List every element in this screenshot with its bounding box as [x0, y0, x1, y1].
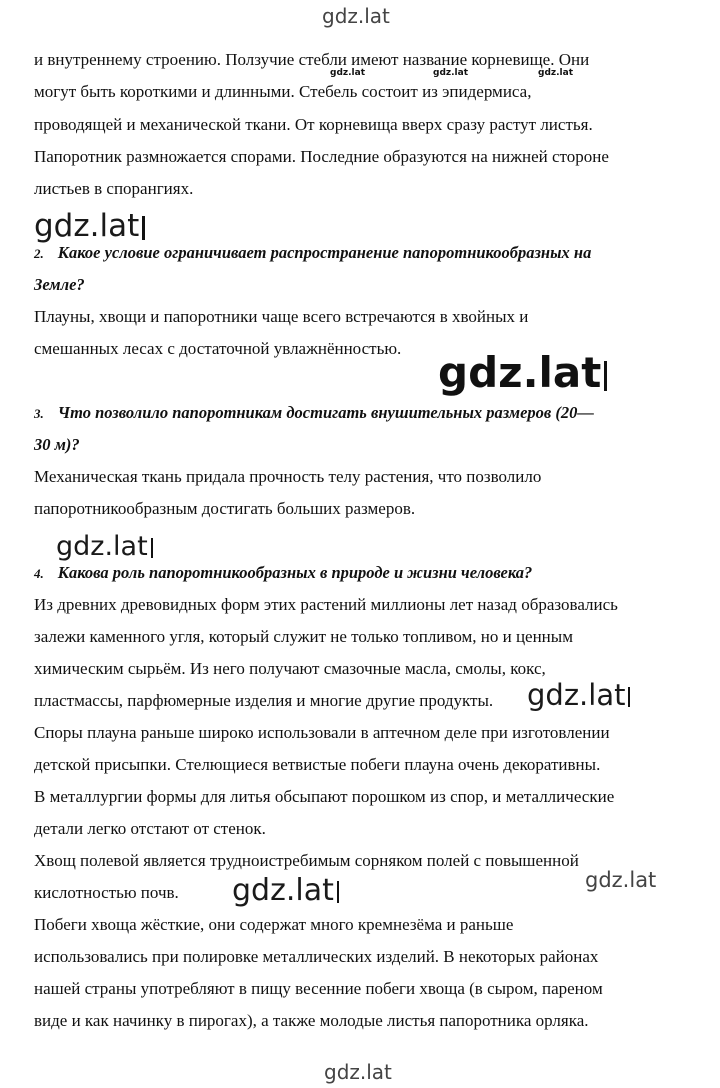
answer-text-line: использовались при полировке металлических изделий. В некоторых районах — [34, 947, 599, 966]
answer-text-line: Хвощ полевой является трудноистребимым сорняком полей с повышенной — [34, 851, 579, 870]
watermark-top: gdz.lat — [322, 4, 390, 28]
answer-text-line: В металлургии формы для литья обсыпают порошком из спор, и металлические — [34, 787, 615, 806]
answer-text-line: детали легко отстают от стенок. — [34, 819, 266, 838]
answer-text-line: кислотностью почв. — [34, 883, 179, 902]
answer-text-line: папоротникообразным достигать больших размеров. — [34, 499, 416, 518]
question-text: Земле? — [34, 275, 85, 294]
question-3 — [34, 403, 594, 424]
answer-text-line: Споры плауна раньше широко использовали в аптечном деле при изготовлении — [34, 723, 610, 742]
question-text: Что позволило папоротникам достигать внушительных размеров (20— — [57, 403, 594, 422]
answer-text-line: химическим сырьём. Из него получают смазочные масла, смолы, кокс, — [34, 659, 546, 678]
question-text: Какое условие ограничивает распространение папоротникообразных на — [57, 243, 592, 262]
answer-text-line: пластмассы, парфюмерные изделия и многие другие продукты. — [34, 691, 494, 710]
body-text-line: Папоротник размножается спорами. Последние образуются на нижней стороне — [34, 147, 609, 166]
watermark-small: gdz.lat — [330, 68, 366, 78]
answer-text-line: детской присыпки. Стелющиеся ветвистые побеги плауна очень декоративны. — [34, 755, 601, 774]
cursor-mark — [142, 216, 145, 240]
answer-text-line: виде и как начинку в пирогах), а также молодые листья папоротника орляка. — [34, 1011, 589, 1030]
watermark-small: gdz.lat — [538, 68, 574, 78]
watermark-medium: gdz.lat — [34, 208, 145, 244]
answer-text-line: Плауны, хвощи и папоротники чаще всего встречаются в хвойных и — [34, 307, 529, 326]
watermark-small: gdz.lat — [433, 68, 469, 78]
watermark-bottom: gdz.lat — [324, 1060, 392, 1084]
cursor-mark — [628, 687, 630, 707]
question-text: Какова роль папоротникообразных в природе и жизни человека? — [57, 563, 533, 582]
answer-text-line: Механическая ткань придала прочность телу растения, что позволило — [34, 467, 542, 486]
question-number: 4. — [34, 566, 44, 581]
answer-text-line: Из древних древовидных форм этих растений миллионы лет назад образовались — [34, 595, 618, 614]
watermark-medium: gdz.lat — [56, 531, 153, 562]
watermark-large: gdz.lat — [438, 348, 607, 397]
body-text-line: и внутреннему строению. Ползучие стебли имеют название корневище. Они — [34, 50, 590, 69]
question-number: 3. — [34, 406, 44, 421]
answer-text-line: смешанных лесах с достаточной увлажнённостью. — [34, 339, 402, 358]
cursor-mark — [151, 538, 153, 558]
body-text-line: листьев в спорангиях. — [34, 179, 194, 198]
watermark-medium: gdz.lat — [527, 678, 630, 712]
cursor-mark — [604, 361, 607, 391]
question-number: 2. — [34, 246, 44, 261]
watermark-side: gdz.lat — [585, 868, 657, 892]
answer-text-line: залежи каменного угля, который служит не только топливом, но и ценным — [34, 627, 573, 646]
answer-text-line: Побеги хвоща жёсткие, они содержат много кремнезёма и раньше — [34, 915, 514, 934]
body-text-line: могут быть короткими и длинными. Стебель состоит из эпидермиса, — [34, 82, 532, 101]
watermark-medium: gdz.lat — [232, 873, 339, 908]
question-4 — [34, 563, 532, 584]
question-text: 30 м)? — [34, 435, 80, 454]
answer-text-line: нашей страны употребляют в пищу весенние побеги хвоща (в сыром, пареном — [34, 979, 603, 998]
question-2 — [34, 243, 591, 264]
cursor-mark — [337, 881, 339, 903]
body-text-line: проводящей и механической ткани. От корневища вверх сразу растут листья. — [34, 115, 593, 134]
